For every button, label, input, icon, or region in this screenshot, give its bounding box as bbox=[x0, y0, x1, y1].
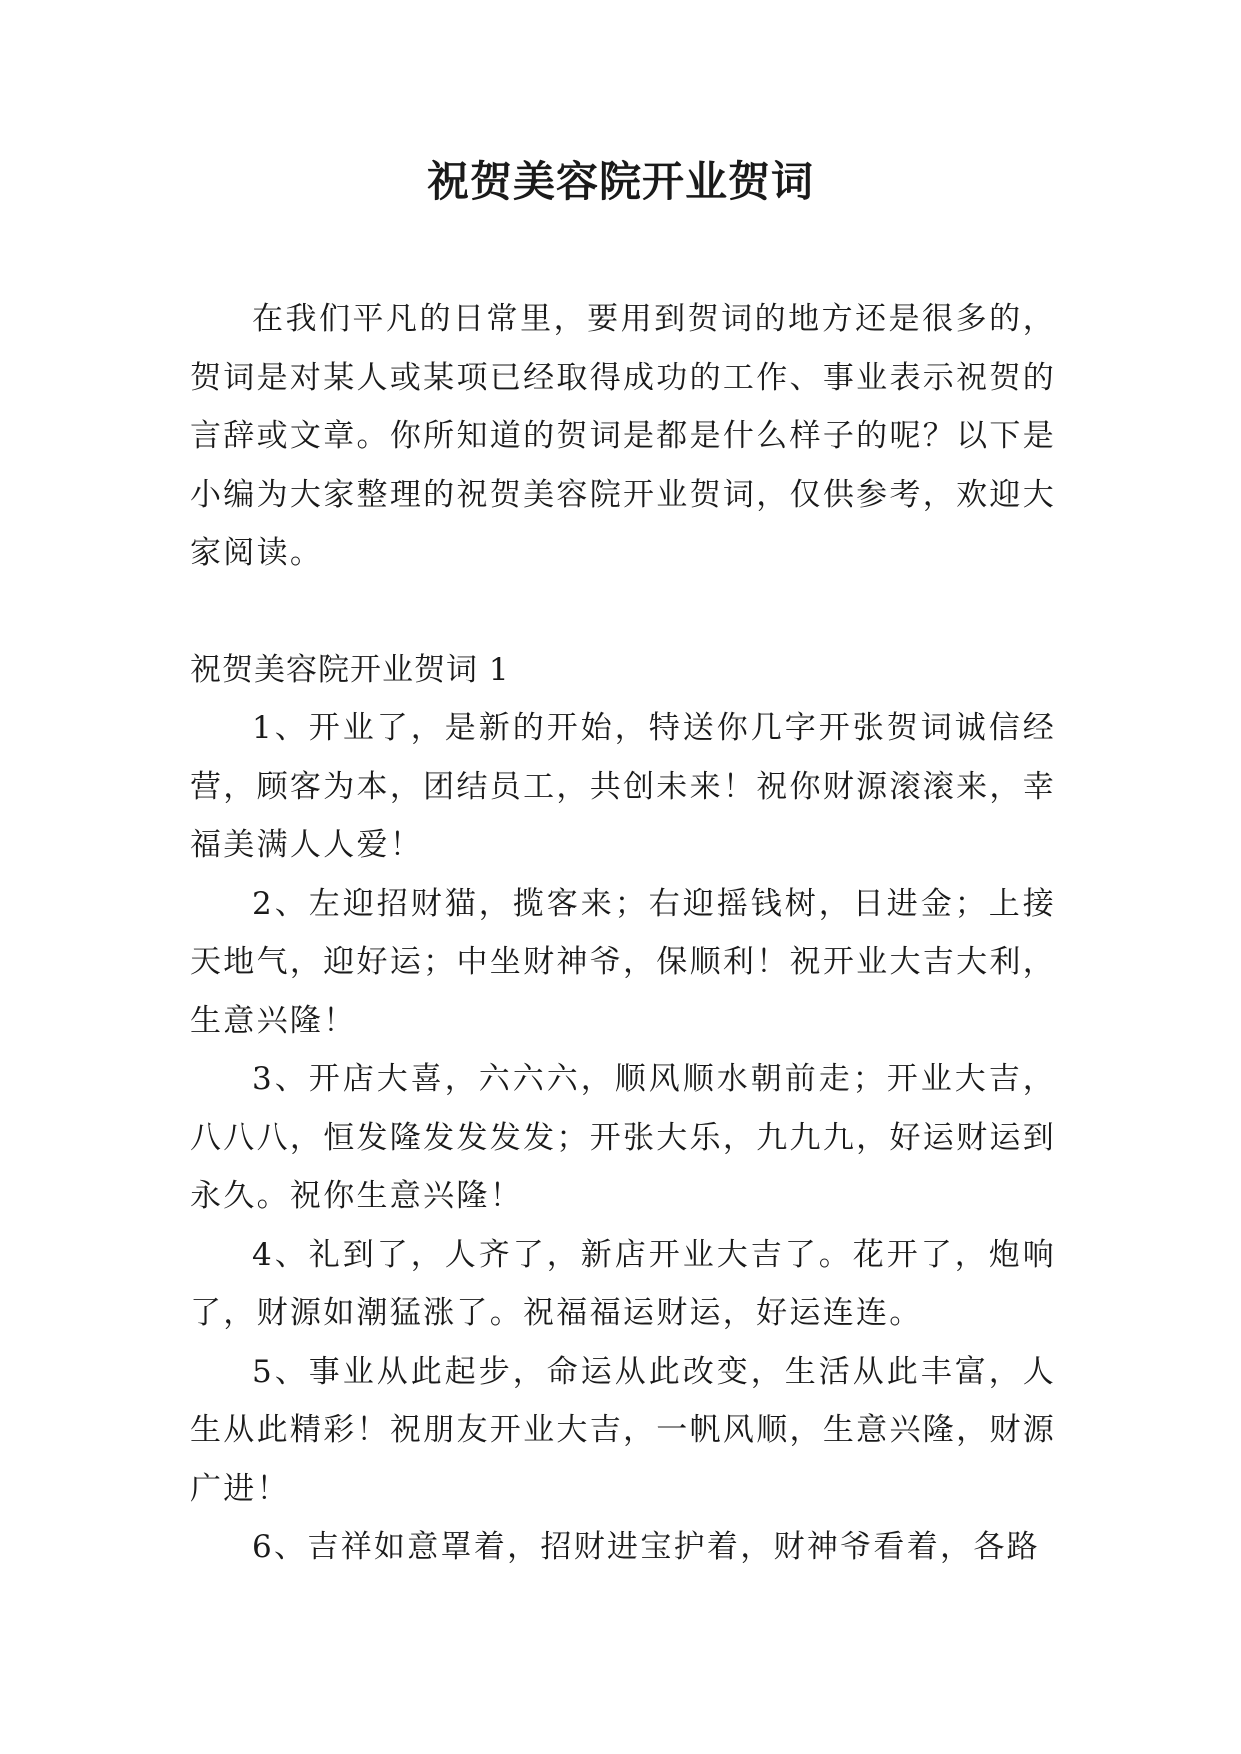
list-item: 3、开店大喜，六六六，顺风顺水朝前走；开业大吉，八八八，恒发隆发发发发；开张大乐，九九九，好运财运到永久。祝你生意兴隆！ bbox=[190, 1061, 1056, 1214]
section-heading: 祝贺美容院开业贺词 1 bbox=[190, 651, 510, 688]
paragraph-gap bbox=[190, 583, 1056, 641]
list-item: 1、开业了，是新的开始，特送你几字开张贺词诚信经营，顾客为本，团结员工，共创未来！祝你财源滚滚来，幸福美满人人爱！ bbox=[190, 710, 1056, 863]
list-item: 5、事业从此起步，命运从此改变，生活从此丰富，人生从此精彩！祝朋友开业大吉，一帆风顺，生意兴隆，财源广进！ bbox=[190, 1353, 1056, 1507]
document-body bbox=[190, 290, 1056, 1577]
document-title: 祝贺美容院开业贺词 bbox=[426, 157, 814, 206]
intro-paragraph: 在我们平凡的日常里，要用到贺词的地方还是很多的，贺词是对某人或某项已经取得成功的工作、事业表示祝贺的言辞或文章。你所知道的贺词是都是什么样子的呢？以下是小编为大家整理的祝贺美容院开业贺词，仅供参考，欢迎大家阅读。 bbox=[190, 301, 1056, 571]
list-item: 6、吉祥如意罩着，招财进宝护着，财神爷看着，各路 bbox=[252, 1529, 1040, 1565]
list-item: 4、礼到了，人齐了，新店开业大吉了。花开了，炮响了，财源如潮猛涨了。祝福福运财运，好运连连。 bbox=[190, 1236, 1056, 1331]
list-item: 2、左迎招财猫，揽客来；右迎摇钱树，日进金；上接天地气，迎好运；中坐财神爷，保顺利！祝开业大吉大利，生意兴隆！ bbox=[190, 885, 1056, 1039]
